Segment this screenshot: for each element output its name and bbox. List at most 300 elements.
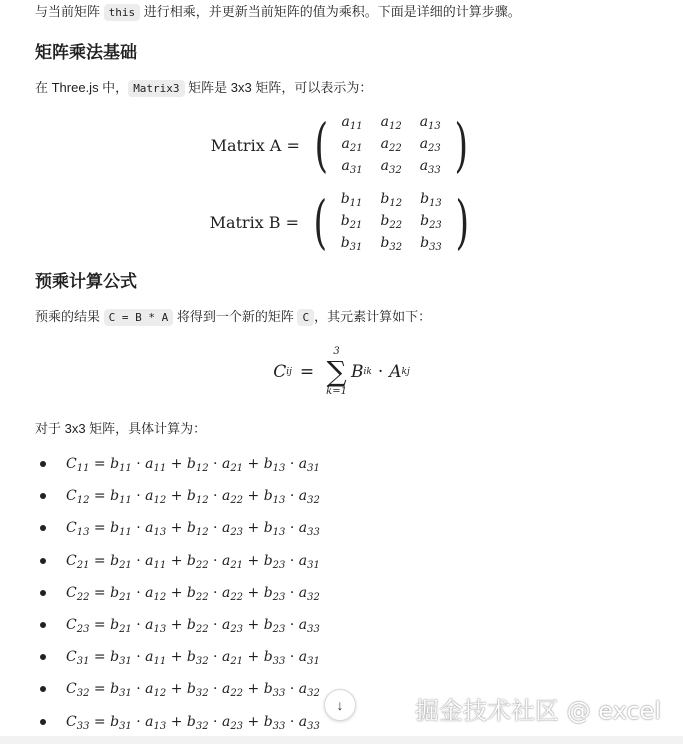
term-a-sub: 11 [153, 656, 167, 668]
matrix-cell-sub: 13 [428, 121, 441, 132]
term-b: b [186, 488, 196, 505]
term-a: a [145, 488, 154, 505]
matrix-cell-sub: 33 [429, 242, 442, 253]
term-a-sub: 12 [153, 495, 167, 507]
term-b: b [110, 681, 120, 698]
plus-sign: + [166, 520, 187, 537]
list-item [37, 706, 320, 738]
dot-operator: · [285, 456, 299, 473]
term-b-sub: 13 [272, 527, 286, 539]
matrix-cell-var: b [420, 191, 430, 207]
list-item [37, 577, 320, 609]
matrix-row [333, 112, 450, 134]
element-lhs-sub: 23 [76, 624, 90, 636]
term-a-sub: 32 [307, 495, 320, 507]
term-a-sub: 23 [230, 527, 244, 539]
term-b: b [110, 584, 120, 601]
term-a: a [298, 488, 308, 505]
watermark: 掘金技术社区 @ excel [414, 697, 661, 725]
term-b-sub: 23 [272, 591, 286, 603]
term-a: a [298, 456, 308, 473]
sum-lower-limit: k=1 [326, 386, 347, 397]
term-b-sub: 23 [272, 559, 286, 571]
matrix-cell-var: a [341, 158, 350, 174]
term-a: a [145, 649, 154, 666]
term-b-sub: 21 [119, 559, 132, 571]
term-a: a [145, 617, 154, 634]
term-b-sub: 32 [195, 720, 209, 732]
term-a-sub: 13 [153, 527, 167, 539]
term-a: a [221, 488, 231, 505]
term-b-sub: 31 [119, 720, 132, 732]
term-a: a [145, 681, 154, 698]
list-item [37, 480, 320, 512]
element-formula [66, 649, 320, 668]
term-b-sub: 33 [272, 656, 286, 668]
matrix-a-display [0, 110, 683, 180]
term-a: a [298, 552, 308, 569]
matrix-cell-var: b [380, 191, 390, 207]
bullet-icon [40, 461, 46, 467]
premultiply-paragraph [35, 307, 431, 328]
scroll-down-button[interactable] [324, 689, 356, 721]
matrix-cell-var: a [341, 136, 350, 152]
matrix-cell-var: a [419, 136, 429, 152]
term-a-sub: 32 [307, 688, 320, 700]
matrix-cell [411, 112, 450, 134]
plus-sign: + [166, 456, 187, 473]
matrix-cell-var: b [340, 191, 350, 207]
term-b: b [110, 649, 120, 666]
intro-paragraph [35, 2, 521, 23]
term-a: a [298, 617, 308, 634]
list-item [37, 545, 320, 577]
plus-sign: + [243, 617, 264, 634]
matrix-cell [371, 189, 411, 211]
matrix-b-table [332, 189, 451, 255]
matrix-cell-sub: 21 [349, 220, 363, 231]
dot-operator: · [131, 584, 146, 601]
matrix-cell [411, 134, 450, 156]
plus-sign: + [243, 488, 264, 505]
matrix-cell-sub: 12 [388, 121, 402, 132]
element-formula [66, 617, 320, 636]
matrix-cell-sub: 23 [428, 143, 441, 154]
term-b-sub: 22 [195, 591, 209, 603]
matrix-cell-var: b [380, 213, 390, 229]
plus-sign: + [166, 488, 187, 505]
matrix-cell-sub: 33 [428, 165, 441, 176]
term-b: b [186, 681, 196, 698]
dot-operator: · [285, 488, 299, 505]
bullet-icon [40, 590, 46, 596]
paragraph-text: 在 Three.js 中， [35, 80, 129, 95]
bullet-icon [40, 719, 46, 725]
equals-sign: = [89, 520, 111, 537]
term-b-sub: 31 [119, 656, 132, 668]
term-b: b [110, 488, 120, 505]
matrix-row [332, 233, 451, 255]
element-lhs-sub: 12 [76, 495, 90, 507]
term-b-sub: 22 [195, 559, 209, 571]
term-a: a [221, 681, 231, 698]
section-heading-matrix-basics: 矩阵乘法基础 [35, 43, 137, 62]
intro-text: 与当前矩阵 [35, 4, 104, 19]
dot-operator: · [285, 713, 299, 730]
term-b-sub: 12 [195, 527, 209, 539]
element-lhs-sub: 33 [76, 720, 90, 732]
term-a-sub: 13 [153, 624, 167, 636]
matrix-a-label: Matrix A = [210, 135, 300, 155]
matrix-cell-sub: 12 [389, 198, 403, 209]
matrix-row [333, 156, 450, 178]
term-b: b [263, 520, 273, 537]
matrix-cell [411, 233, 451, 255]
plus-sign: + [166, 584, 187, 601]
dot-operator: · [208, 552, 222, 569]
matrix-a-table [333, 112, 450, 178]
arrow-down-icon: ↓ [336, 697, 344, 713]
matrix-cell [371, 233, 411, 255]
list-item [37, 448, 320, 480]
inline-code: this [104, 4, 141, 21]
term-a: a [298, 649, 308, 666]
matrix-cell-sub: 13 [429, 198, 442, 209]
term-b: b [186, 713, 196, 730]
term-b-sub: 21 [119, 591, 132, 603]
term-b-sub: 13 [272, 463, 286, 475]
dot-operator: · [285, 681, 299, 698]
term-a-sub: 31 [307, 559, 320, 571]
matrix3-paragraph [35, 78, 372, 99]
inline-code: C = B * A [104, 309, 174, 326]
right-paren: ) [455, 188, 469, 256]
term-a-sub: 32 [307, 591, 320, 603]
element-lhs-sub: 13 [76, 527, 90, 539]
term-a-sub: 21 [230, 656, 244, 668]
dot-operator: · [208, 713, 222, 730]
term-a: a [298, 713, 308, 730]
paragraph-text-mid: 将得到一个新的矩阵 [173, 309, 298, 324]
plus-sign: + [243, 520, 264, 537]
summation-formula [0, 342, 683, 402]
plus-sign: + [166, 552, 187, 569]
term-b: b [186, 552, 196, 569]
term-b-sub: 13 [272, 495, 286, 507]
formula-term-a: A [389, 362, 402, 382]
right-paren: ) [454, 111, 468, 179]
element-lhs-sub: 11 [76, 463, 90, 475]
formula-term-a-sub: kj [401, 367, 410, 377]
term-a-sub: 21 [230, 463, 244, 475]
bullet-icon [40, 654, 46, 660]
inline-code: C [297, 309, 314, 326]
dot-operator: · [131, 456, 146, 473]
element-formula-list [37, 448, 320, 738]
term-a: a [221, 713, 231, 730]
term-b: b [186, 617, 196, 634]
term-b: b [186, 456, 196, 473]
element-formula [66, 488, 320, 507]
term-a: a [145, 552, 154, 569]
term-a: a [221, 552, 231, 569]
paragraph-text: 预乘的结果 [35, 309, 104, 324]
plus-sign: + [243, 681, 264, 698]
matrix-cell [372, 134, 411, 156]
bullet-icon [40, 622, 46, 628]
matrix-cell [411, 211, 451, 233]
element-lhs: C [66, 584, 77, 601]
term-b-sub: 12 [195, 495, 209, 507]
matrix-cell-var: b [420, 213, 430, 229]
elements-intro-paragraph: 对于 3x3 矩阵，具体计算为： [35, 421, 207, 436]
dot-operator: · [131, 713, 146, 730]
bullet-icon [40, 525, 46, 531]
matrix-cell-var: a [380, 158, 389, 174]
dot-operator: · [285, 617, 299, 634]
term-b: b [263, 649, 273, 666]
term-a-sub: 22 [230, 591, 244, 603]
dot-operator: · [285, 552, 299, 569]
matrix-cell-var: b [420, 235, 430, 251]
matrix-cell [333, 156, 372, 178]
term-a: a [145, 520, 154, 537]
element-formula [66, 456, 320, 475]
dot-operator: · [131, 681, 146, 698]
term-b: b [263, 584, 273, 601]
term-b-sub: 31 [119, 688, 132, 700]
term-a: a [298, 520, 308, 537]
matrix-cell [411, 189, 451, 211]
sigma-glyph: ∑ [326, 355, 347, 388]
matrix-cell-sub: 32 [389, 242, 403, 253]
term-a: a [221, 456, 231, 473]
term-b: b [263, 488, 273, 505]
plus-sign: + [166, 681, 187, 698]
matrix-cell-var: a [419, 158, 429, 174]
term-a-sub: 31 [307, 656, 320, 668]
element-lhs: C [66, 713, 77, 730]
inline-code: Matrix3 [128, 80, 184, 97]
dot-operator: · [208, 617, 222, 634]
dot-operator: · [131, 617, 146, 634]
element-lhs: C [66, 552, 77, 569]
matrix-cell-sub: 22 [389, 220, 403, 231]
term-b: b [110, 713, 120, 730]
matrix-cell-var: b [340, 213, 350, 229]
equals-sign: = [89, 456, 111, 473]
dot-operator: · [131, 520, 146, 537]
term-a: a [221, 617, 231, 634]
term-b: b [263, 552, 273, 569]
plus-sign: + [243, 713, 264, 730]
matrix-row [333, 134, 450, 156]
plus-sign: + [166, 617, 187, 634]
term-b: b [263, 456, 273, 473]
matrix-cell [333, 134, 372, 156]
paragraph-text-end: ，其元素计算如下： [314, 309, 432, 324]
intro-text-end: 进行相乘，并更新当前矩阵的值为乘积。下面是详细的计算步骤。 [140, 4, 521, 19]
formula-lhs: C [273, 362, 287, 382]
matrix-b-label: Matrix B = [209, 212, 300, 232]
element-lhs: C [66, 456, 77, 473]
term-b: b [110, 520, 120, 537]
matrix-cell-sub: 23 [429, 220, 442, 231]
element-formula [66, 520, 320, 539]
dot-operator: · [208, 681, 222, 698]
matrix-cell [372, 156, 411, 178]
term-b-sub: 32 [195, 656, 209, 668]
plus-sign: + [243, 552, 264, 569]
dot-operator: · [208, 520, 222, 537]
list-item [37, 609, 320, 641]
matrix-cell-sub: 22 [388, 143, 402, 154]
matrix-cell-sub: 11 [349, 121, 363, 132]
equals-sign: = [89, 584, 111, 601]
bullet-icon [40, 686, 46, 692]
element-lhs-sub: 22 [76, 591, 90, 603]
plus-sign: + [166, 649, 187, 666]
equals-sign: = [89, 488, 111, 505]
term-b: b [186, 584, 196, 601]
matrix-cell [332, 211, 372, 233]
list-item [37, 641, 320, 673]
equals-sign: = [89, 552, 111, 569]
term-b-sub: 33 [272, 720, 286, 732]
term-a-sub: 23 [230, 720, 244, 732]
term-a-sub: 22 [230, 688, 244, 700]
term-a-sub: 12 [153, 688, 167, 700]
dot-operator: · [131, 488, 146, 505]
term-a: a [145, 456, 154, 473]
term-a-sub: 13 [153, 720, 167, 732]
term-a: a [221, 584, 231, 601]
plus-sign: + [243, 456, 264, 473]
term-b-sub: 32 [195, 688, 209, 700]
term-b: b [263, 713, 273, 730]
term-b-sub: 11 [119, 527, 132, 539]
term-a: a [145, 713, 154, 730]
element-lhs-sub: 32 [76, 688, 90, 700]
dot-operator: · [285, 584, 299, 601]
list-item [37, 673, 320, 705]
term-b-sub: 12 [195, 463, 209, 475]
equals-sign: = [89, 617, 111, 634]
matrix-cell-sub: 31 [349, 242, 363, 253]
term-a-sub: 33 [307, 527, 320, 539]
dot-operator: · [208, 649, 222, 666]
element-lhs: C [66, 681, 77, 698]
term-b: b [186, 649, 196, 666]
term-b-sub: 33 [272, 688, 286, 700]
element-lhs: C [66, 488, 77, 505]
term-b: b [263, 617, 273, 634]
term-a-sub: 12 [153, 591, 167, 603]
matrix-cell-sub: 31 [349, 165, 363, 176]
left-paren: ( [313, 188, 328, 256]
term-a: a [221, 520, 231, 537]
term-a: a [221, 649, 231, 666]
dot-operator: · [285, 520, 299, 537]
matrix-cell-var: a [341, 114, 350, 130]
equals-sign: = [89, 713, 111, 730]
element-lhs-sub: 21 [76, 559, 90, 571]
matrix-cell [372, 112, 411, 134]
term-b-sub: 22 [195, 624, 209, 636]
term-b: b [110, 617, 120, 634]
equals-sign: = [89, 649, 111, 666]
dot-operator: · [208, 584, 222, 601]
plus-sign: + [243, 584, 264, 601]
plus-sign: + [243, 649, 264, 666]
term-a: a [298, 681, 308, 698]
matrix-cell-var: a [380, 114, 389, 130]
formula-dot: · [377, 362, 384, 382]
list-item [37, 512, 320, 544]
paragraph-text-end: 矩阵是 3x3 矩阵，可以表示为： [184, 80, 373, 95]
matrix-cell-var: b [340, 235, 350, 251]
plus-sign: + [166, 713, 187, 730]
term-a-sub: 21 [230, 559, 244, 571]
matrix-cell [332, 233, 372, 255]
element-formula [66, 681, 320, 700]
dot-operator: · [208, 456, 222, 473]
matrix-cell-sub: 32 [388, 165, 402, 176]
formula-equals: = [299, 362, 315, 382]
matrix-cell-var: a [380, 136, 389, 152]
formula-term-b-sub: ik [363, 367, 372, 377]
term-b-sub: 21 [119, 624, 132, 636]
element-lhs: C [66, 617, 77, 634]
term-a: a [298, 584, 308, 601]
element-formula [66, 553, 320, 569]
term-a-sub: 22 [230, 495, 244, 507]
term-b-sub: 11 [119, 495, 132, 507]
equals-sign: = [89, 681, 111, 698]
formula-lhs-sub: ij [286, 367, 292, 377]
bottom-bar [0, 736, 683, 744]
sigma-symbol [326, 346, 347, 398]
bullet-icon [40, 493, 46, 499]
bullet-icon [40, 558, 46, 564]
element-lhs: C [66, 649, 77, 666]
dot-operator: · [285, 649, 299, 666]
formula-term-b: B [350, 362, 364, 382]
matrix-cell [332, 189, 372, 211]
term-a-sub: 33 [307, 624, 320, 636]
dot-operator: · [131, 649, 146, 666]
term-b-sub: 23 [272, 624, 286, 636]
sum-upper-limit: 3 [333, 346, 340, 357]
matrix-row [332, 211, 451, 233]
term-b: b [110, 456, 120, 473]
element-lhs-sub: 31 [76, 656, 90, 668]
matrix-cell-sub: 11 [349, 198, 363, 209]
matrix-cell-sub: 21 [349, 143, 363, 154]
element-formula [66, 585, 320, 601]
term-b: b [186, 520, 196, 537]
section-heading-premultiply: 预乘计算公式 [35, 272, 137, 291]
matrix-b-display [0, 187, 683, 257]
matrix-cell-var: b [380, 235, 390, 251]
dot-operator: · [208, 488, 222, 505]
term-a-sub: 11 [153, 559, 167, 571]
element-lhs: C [66, 520, 77, 537]
matrix-cell [333, 112, 372, 134]
term-b: b [110, 552, 120, 569]
matrix-cell [411, 156, 450, 178]
matrix-row [332, 189, 451, 211]
